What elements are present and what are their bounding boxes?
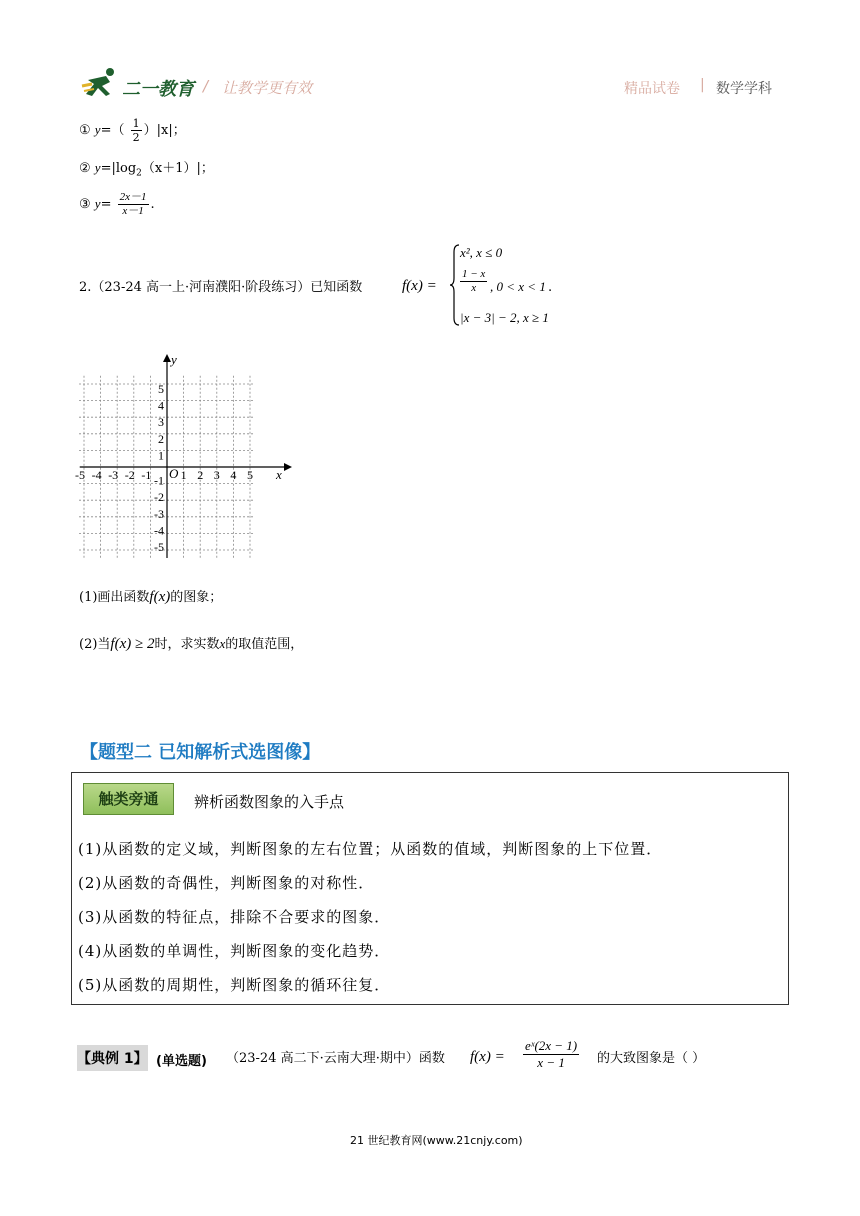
x-tick-label: 1 bbox=[180, 468, 187, 482]
question-2-pre: (2)当 bbox=[79, 637, 111, 652]
item-2 bbox=[79, 161, 214, 179]
question-2-fx: f(x) ≥ 2 bbox=[110, 636, 155, 652]
runner-logo-icon bbox=[80, 66, 122, 100]
item-3-tail: . bbox=[150, 197, 155, 212]
header-divider: | bbox=[700, 77, 705, 93]
item-2-y: y bbox=[94, 160, 101, 175]
example-fx: f(x) = bbox=[470, 1049, 505, 1065]
tip-item-1: (1)从函数的定义域，判断图象的左右位置；从函数的值域，判断图象的上下位置． bbox=[78, 840, 663, 858]
x-tick-label: -5 bbox=[75, 468, 85, 482]
example-den: x − 1 bbox=[537, 1055, 565, 1070]
case-2-num: 1 − x bbox=[462, 268, 486, 280]
y-tick-label: 2 bbox=[158, 431, 164, 446]
y-tick-label: 3 bbox=[158, 415, 164, 430]
question-1-post: 的图象； bbox=[170, 590, 223, 605]
example-num: eˣ(2x − 1) bbox=[525, 1038, 578, 1053]
origin-label: O bbox=[169, 466, 179, 481]
item-3-fraction bbox=[118, 191, 149, 218]
piecewise-case-2-fraction bbox=[460, 268, 487, 295]
tips-heading: 辨析函数图象的入手点 bbox=[194, 793, 345, 811]
y-tick-label: -3 bbox=[154, 506, 164, 521]
y-tick-label: 1 bbox=[158, 448, 164, 463]
item-1-frac-den: 2 bbox=[132, 131, 140, 144]
footer: 21 世纪教育网(www.21cnjy.com) bbox=[350, 1134, 523, 1147]
item-2-tail: （x＋1）|； bbox=[141, 161, 214, 176]
item-1-tail: ）|x|； bbox=[143, 123, 186, 138]
case-2-den: x bbox=[471, 282, 477, 294]
y-axis-label: y bbox=[171, 352, 177, 367]
item-2-sub: 2 bbox=[136, 168, 142, 179]
item-2-eq: =|log bbox=[100, 161, 137, 176]
tips-box bbox=[71, 772, 789, 1005]
x-tick-label: -2 bbox=[124, 468, 135, 482]
item-3-y: y bbox=[94, 196, 101, 211]
x-tick-label: -1 bbox=[141, 468, 152, 482]
piecewise-brace bbox=[450, 244, 460, 326]
item-1-eq: =（ bbox=[100, 123, 125, 138]
piecewise-case-3: |x − 3| − 2, x ≥ 1 bbox=[460, 310, 549, 325]
piecewise-case-1: x², x ≤ 0 bbox=[460, 245, 503, 260]
coordinate-grid bbox=[72, 350, 294, 562]
x-tick-label: 2 bbox=[197, 468, 204, 482]
item-1-fraction bbox=[131, 117, 142, 144]
example-tail: 的大致图象是（ ） bbox=[597, 1051, 706, 1066]
item-3-frac-den: x－1 bbox=[122, 205, 144, 217]
question-2-mid: 时，求实数 bbox=[154, 637, 220, 652]
tick-labels bbox=[75, 382, 253, 554]
tip-item-5: (5)从函数的周期性，判断图象的循环往复． bbox=[78, 976, 391, 994]
item-1-number: ① bbox=[79, 123, 91, 138]
header-label: 精品试卷 bbox=[624, 81, 680, 97]
separator: / bbox=[203, 77, 209, 95]
y-tick-label: -4 bbox=[154, 523, 164, 538]
question-2-x: x bbox=[219, 636, 226, 651]
tip-item-2: (2)从函数的奇偶性，判断图象的对称性． bbox=[78, 874, 375, 892]
question-1-fx: f(x) bbox=[149, 589, 171, 605]
tip-item-4: (4)从函数的单调性，判断图象的变化趋势． bbox=[78, 942, 391, 960]
y-tick-label: -1 bbox=[154, 473, 164, 488]
y-tick-label: 4 bbox=[158, 398, 164, 413]
example-fraction bbox=[523, 1038, 579, 1071]
section-title: 【题型二 已知解析式选图像】 bbox=[80, 742, 321, 763]
x-tick-label: -4 bbox=[91, 468, 102, 482]
item-1 bbox=[79, 117, 186, 144]
item-2-number: ② bbox=[79, 161, 91, 176]
example-type: (单选题) bbox=[156, 1054, 207, 1069]
question-2 bbox=[79, 637, 303, 652]
axes bbox=[80, 354, 292, 558]
example-source: （23-24 高二下·云南大理·期中）函数 bbox=[226, 1051, 445, 1066]
question-1 bbox=[79, 590, 222, 605]
piecewise-case-2-cond: , 0 < x < 1 bbox=[490, 279, 546, 294]
logo-text: 二一教育 bbox=[122, 79, 194, 100]
item-3 bbox=[79, 191, 155, 218]
y-axis-arrow-icon bbox=[163, 354, 171, 362]
item-3-eq: = bbox=[100, 197, 112, 212]
question-1-pre: (1)画出函数 bbox=[79, 590, 150, 605]
x-axis-arrow-icon bbox=[284, 463, 292, 471]
problem-2-fx: f(x) = bbox=[402, 278, 437, 294]
problem-2-prefix: 2.（23-24 高一上·河南濮阳·阶段练习）已知函数 bbox=[79, 280, 363, 295]
y-tick-label: -2 bbox=[154, 490, 164, 505]
x-tick-label: 5 bbox=[247, 468, 253, 482]
tip-item-3: (3)从函数的特征点，排除不合要求的图象． bbox=[78, 908, 391, 926]
x-axis-label: x bbox=[276, 467, 282, 482]
item-1-frac-num: 1 bbox=[132, 117, 140, 130]
y-tick-label: 5 bbox=[158, 382, 164, 396]
x-tick-label: 3 bbox=[213, 468, 220, 482]
x-tick-label: 4 bbox=[230, 468, 237, 482]
slogan: 让教学更有效 bbox=[222, 79, 313, 97]
example-tag: 【典例 1】 bbox=[77, 1045, 148, 1071]
tips-tag: 触类旁通 bbox=[83, 783, 174, 815]
question-2-post: 的取值范围， bbox=[225, 637, 304, 652]
y-tick-label: -5 bbox=[154, 540, 164, 554]
x-tick-label: -3 bbox=[108, 468, 119, 482]
item-3-number: ③ bbox=[79, 197, 91, 212]
item-1-y: y bbox=[94, 122, 101, 137]
item-3-frac-num: 2x－1 bbox=[119, 191, 147, 203]
problem-2-end: . bbox=[548, 280, 553, 295]
header-subject: 数学学科 bbox=[716, 81, 772, 97]
